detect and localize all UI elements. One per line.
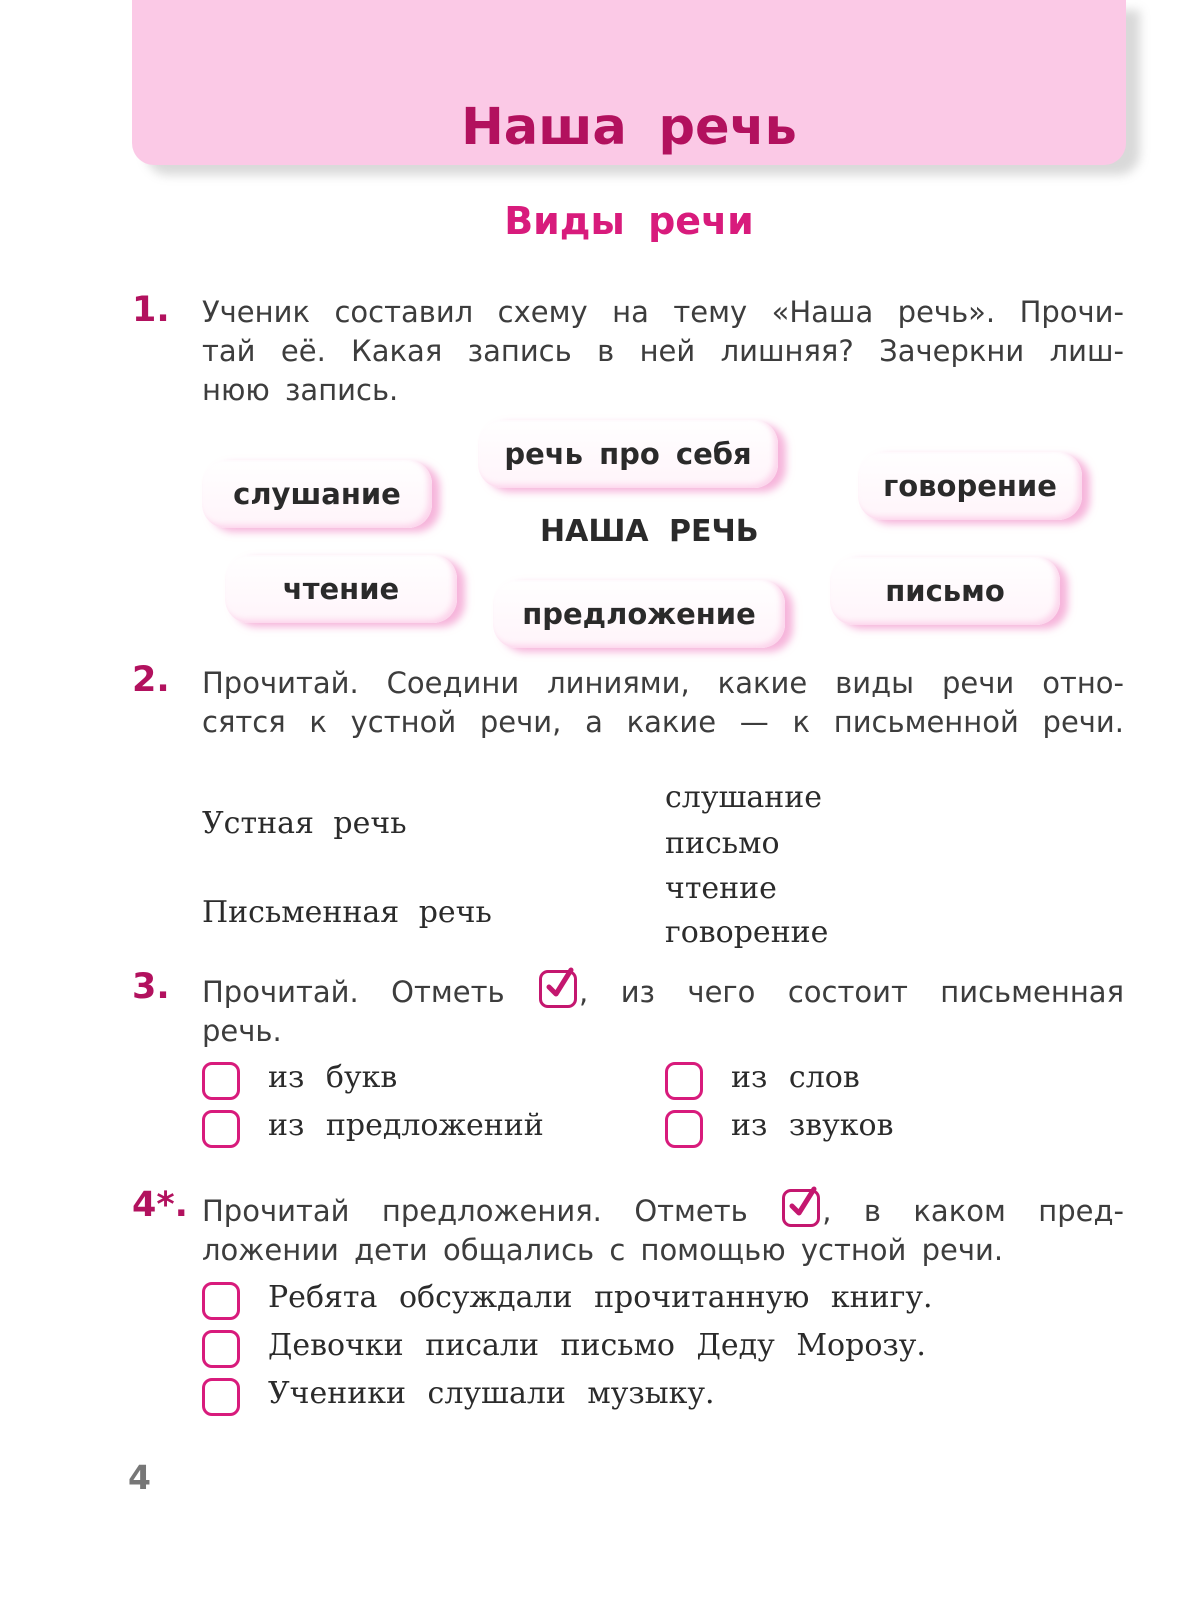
- scheme-pill-listening[interactable]: слушание: [202, 460, 432, 528]
- scheme-pill-speech-to-self[interactable]: речь про себя: [478, 420, 778, 488]
- option-letters: из букв: [268, 1060, 398, 1095]
- option-sentence-3: Ученики слушали музыку.: [268, 1376, 715, 1411]
- task-2-line: Прочитай. Соедини линиями, какие виды речи отно-: [202, 666, 1124, 700]
- scheme-pill-speaking[interactable]: говорение: [858, 452, 1082, 520]
- task-3-line-start: Прочитай. Отметь: [202, 975, 505, 1009]
- option-words: из слов: [731, 1060, 860, 1095]
- option-sentence-2: Девочки писали письмо Деду Морозу.: [268, 1328, 926, 1363]
- task-3-line: речь.: [202, 1014, 282, 1048]
- checkbox-sentence-2[interactable]: [202, 1330, 240, 1368]
- option-sentence-1: Ребята обсуждали прочитанную книгу.: [268, 1280, 933, 1315]
- chapter-banner: [132, 0, 1126, 165]
- match-item-speaking[interactable]: говорение: [665, 915, 829, 950]
- task-3-line-end: , из чего состоит письменная: [579, 975, 1125, 1009]
- scheme-pill-writing[interactable]: письмо: [830, 557, 1060, 625]
- task-3-number: 3.: [132, 967, 170, 1007]
- chapter-title: Наша речь: [461, 98, 797, 157]
- written-speech-label[interactable]: Письменная речь: [202, 895, 492, 930]
- checkbox-sentence-1[interactable]: [202, 1282, 240, 1320]
- task-1-line: Ученик составил схему на тему «Наша речь». Прочи-: [202, 295, 1124, 329]
- task-4-number: 4*.: [132, 1185, 188, 1225]
- scheme-pill-sentence[interactable]: предложение: [493, 580, 785, 648]
- checkbox-words[interactable]: [665, 1062, 703, 1100]
- oral-speech-label[interactable]: Устная речь: [202, 806, 407, 841]
- checkbox-letters[interactable]: [202, 1062, 240, 1100]
- task-4-line-end: , в каком пред-: [822, 1194, 1124, 1228]
- task-2-text: [202, 664, 1124, 742]
- task-3-line: [202, 970, 1124, 1012]
- task-4-line: [202, 1189, 1124, 1231]
- task-2-number: 2.: [132, 660, 170, 700]
- task-1-text: [202, 293, 1124, 410]
- match-item-writing[interactable]: письмо: [665, 826, 780, 861]
- task-4-line: ложении дети общались с помощью устной речи.: [202, 1233, 1004, 1267]
- checkbox-sentence-3[interactable]: [202, 1378, 240, 1416]
- task-2-line: сятся к устной речи, а какие — к письменной речи.: [202, 705, 1124, 739]
- scheme-center-label: НАША РЕЧЬ: [540, 514, 759, 549]
- match-item-reading[interactable]: чтение: [665, 871, 777, 906]
- task-1-number: 1.: [132, 290, 170, 330]
- task-4-text: [202, 1189, 1124, 1270]
- option-sentences: из предложений: [268, 1108, 544, 1143]
- task-1-line: нюю запись.: [202, 373, 399, 407]
- task-1-line: тай её. Какая запись в ней лишняя? Зачеркни лиш-: [202, 334, 1124, 368]
- checkmark-icon: [782, 1189, 820, 1227]
- match-item-listening[interactable]: слушание: [665, 780, 823, 815]
- section-title: Виды речи: [504, 199, 754, 243]
- checkbox-sounds[interactable]: [665, 1110, 703, 1148]
- scheme-pill-reading[interactable]: чтение: [225, 555, 457, 623]
- checkbox-sentences[interactable]: [202, 1110, 240, 1148]
- page-number: 4: [128, 1458, 151, 1497]
- option-sounds: из звуков: [731, 1108, 894, 1143]
- task-4-line-start: Прочитай предложения. Отметь: [202, 1194, 748, 1228]
- checkmark-icon: [539, 970, 577, 1008]
- task-3-text: [202, 970, 1124, 1051]
